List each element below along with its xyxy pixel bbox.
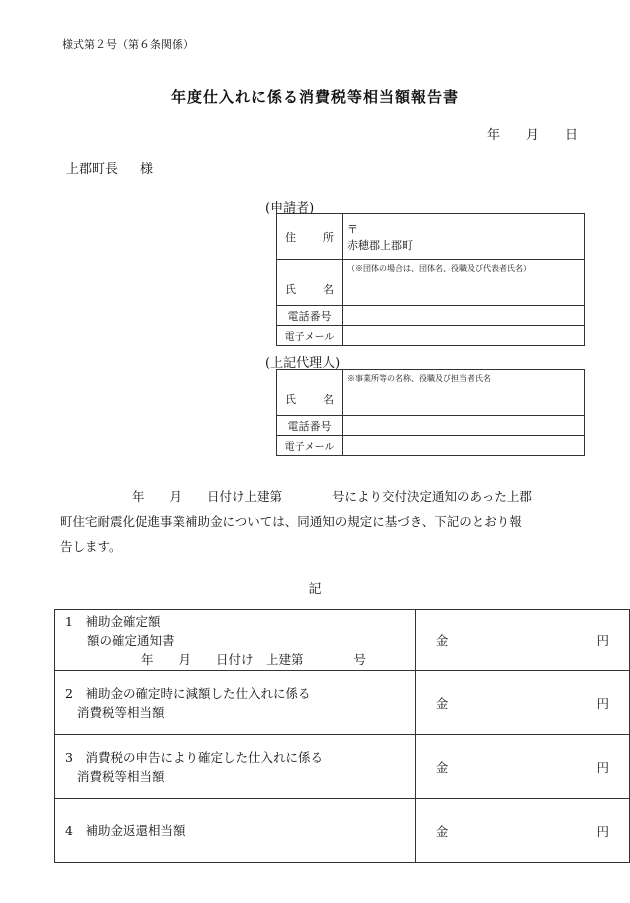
agent-email-field[interactable]	[343, 436, 585, 456]
address-label: 住 所	[277, 214, 343, 260]
applicant-name-label: 氏 名	[277, 260, 343, 306]
table-row	[55, 799, 630, 863]
applicant-phone-label: 電話番号	[277, 306, 343, 326]
item-1-description: 1 補助金確定額 額の確定通知書 年 月 日付け 上建第 号	[55, 610, 416, 671]
applicant-name-field[interactable]	[343, 260, 585, 306]
agent-table	[276, 369, 585, 456]
date-day: 日	[565, 128, 579, 143]
agent-name-note: ※事業所等の名称、役職及び担当者氏名	[347, 374, 491, 383]
addressee-name: 上郡町長	[66, 162, 119, 177]
page-title: 年度仕入れに係る消費税等相当額報告書	[170, 88, 459, 106]
agent-name-label: 氏 名	[277, 370, 343, 416]
agent-email-label: 電子メール	[277, 436, 343, 456]
applicant-phone-field[interactable]	[343, 306, 585, 326]
ki-heading: 記	[308, 582, 322, 597]
item-3-amount-field[interactable]: 金 円	[415, 735, 629, 799]
agent-label: (上記代理人)	[265, 356, 341, 371]
applicant-name-note: （※団体の場合は、団体名、役職及び代表者氏名）	[347, 264, 531, 273]
address-field[interactable]	[343, 214, 585, 260]
address-value: 赤穂郡上郡町	[347, 238, 413, 252]
form-number: 様式第２号（第６条関係）	[62, 38, 194, 51]
postal-mark: 〒	[347, 222, 358, 236]
agent-phone-label: 電話番号	[277, 416, 343, 436]
date-month: 月	[526, 128, 540, 143]
report-paragraph	[60, 484, 580, 559]
table-row	[55, 671, 630, 735]
item-4-description: 4 補助金返還相当額	[55, 799, 416, 863]
applicant-email-label: 電子メール	[277, 326, 343, 346]
paragraph-line-1: 年 月 日付け上建第 号により交付決定通知のあった上郡	[132, 489, 532, 504]
report-items-table	[54, 609, 630, 863]
applicant-email-field[interactable]	[343, 326, 585, 346]
agent-phone-field[interactable]	[343, 416, 585, 436]
applicant-table	[276, 213, 585, 346]
addressee-honorific: 様	[140, 162, 154, 177]
paragraph-line-3: 告します。	[60, 539, 122, 554]
item-2-amount-field[interactable]: 金 円	[415, 671, 629, 735]
item-3-description: 3 消費税の申告により確定した仕入れに係る 消費税等相当額	[55, 735, 416, 799]
addressee	[66, 158, 153, 177]
item-1-amount-field[interactable]: 金 円	[415, 610, 629, 671]
item-4-amount-field[interactable]: 金 円	[415, 799, 629, 863]
agent-name-field[interactable]	[343, 370, 585, 416]
paragraph-line-2: 町住宅耐震化促進事業補助金については、同通知の規定に基づき、下記のとおり報	[60, 514, 522, 529]
date-year: 年	[487, 128, 501, 143]
item-2-description: 2 補助金の確定時に減額した仕入れに係る 消費税等相当額	[55, 671, 416, 735]
table-row	[55, 610, 630, 671]
table-row	[55, 735, 630, 799]
applicant-label: (申請者)	[265, 201, 315, 216]
